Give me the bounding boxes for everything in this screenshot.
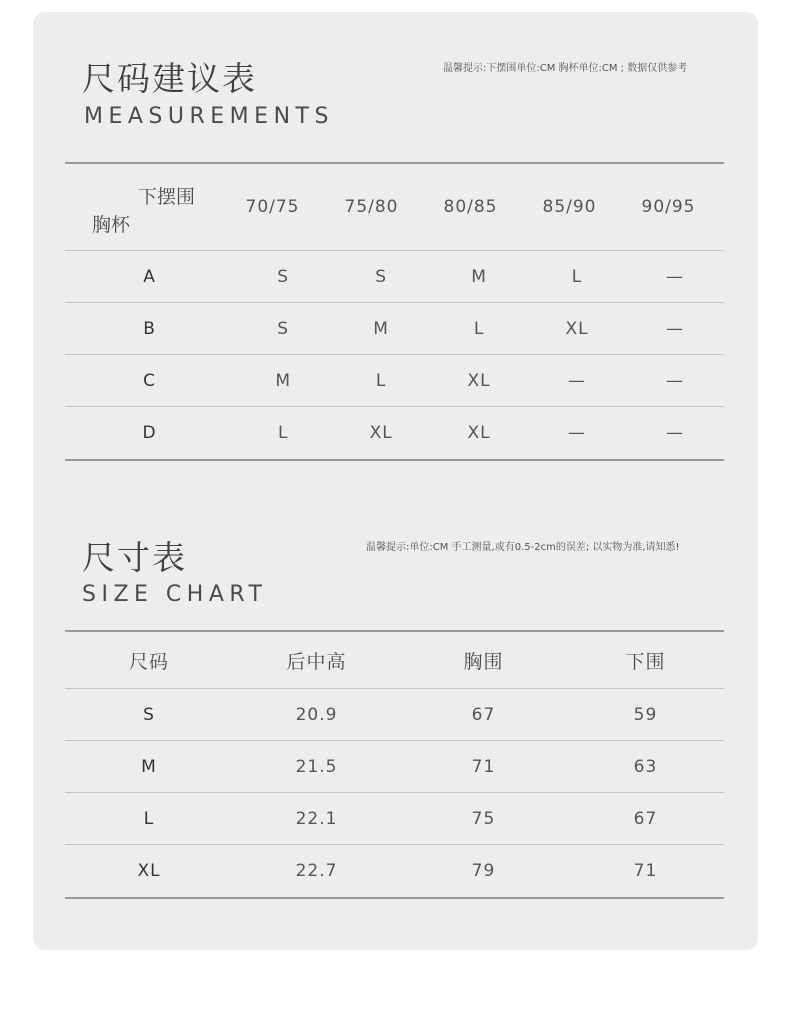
- table-row: [65, 407, 724, 459]
- table-cell: 22.7: [295, 861, 338, 881]
- table-cell: S: [277, 318, 290, 339]
- table-cell: M: [373, 318, 389, 339]
- table-row: [65, 689, 724, 741]
- size-chart-note: 温馨提示:单位:CM 手工测量,或有0.5-2cm的误差; 以实物为准,请知悉!: [366, 542, 680, 553]
- header-columns: [223, 164, 718, 250]
- recommendation-subtitle: MEASUREMENTS: [84, 104, 334, 129]
- table-cell: S: [375, 266, 388, 287]
- table-cell: 71: [471, 756, 496, 777]
- size-label: L: [143, 808, 155, 829]
- size-label: XL: [137, 861, 161, 881]
- column-header: 胸围: [463, 650, 504, 673]
- table-cell: —: [568, 423, 587, 443]
- table-cell: 22.1: [295, 808, 338, 829]
- table-cell: 79: [471, 861, 496, 881]
- column-header: 90/95: [641, 197, 696, 217]
- table-cell: 75: [471, 808, 496, 829]
- table-cell: —: [665, 370, 684, 391]
- table-cell: L: [277, 423, 289, 443]
- table-cell: 67: [633, 808, 658, 829]
- table-header-row: [65, 632, 724, 689]
- table-cell: XL: [369, 423, 393, 443]
- table-row: [65, 793, 724, 845]
- column-header: 80/85: [443, 197, 498, 217]
- cup-label: D: [142, 423, 157, 443]
- recommendation-table: [65, 162, 724, 461]
- header-cup-label: 胸杯: [92, 214, 131, 236]
- table-header-row: [65, 164, 724, 251]
- table-row: [65, 355, 724, 407]
- cup-label: A: [143, 266, 156, 287]
- recommendation-note: 温馨提示:下摆围单位:CM 胸杯单位:CM ; 数据仅供参考: [443, 63, 688, 74]
- cup-label: C: [143, 370, 157, 391]
- table-cell: —: [665, 318, 684, 339]
- recommendation-title: 尺码建议表: [82, 59, 257, 98]
- table-cell: L: [571, 266, 583, 287]
- column-header: 后中高: [286, 650, 347, 673]
- column-header: 尺码: [128, 650, 169, 673]
- table-row: [65, 741, 724, 793]
- size-label: M: [141, 756, 157, 777]
- table-cell: L: [473, 318, 485, 339]
- table-cell: XL: [467, 370, 491, 391]
- table-cell: 71: [633, 861, 658, 881]
- table-cell: XL: [467, 423, 491, 443]
- table-row: [65, 845, 724, 897]
- table-cell: S: [277, 266, 290, 287]
- table-cell: 21.5: [295, 756, 338, 777]
- size-label: S: [143, 704, 155, 725]
- table-cell: —: [665, 423, 684, 443]
- table-bottom-rule: [65, 459, 724, 461]
- cup-label: B: [143, 318, 156, 339]
- size-chart-title: 尺寸表: [82, 538, 187, 577]
- size-chart-table: [65, 630, 724, 899]
- table-bottom-rule: [65, 897, 724, 899]
- table-row: [65, 303, 724, 355]
- column-header: 70/75: [245, 197, 300, 217]
- table-cell: 59: [633, 704, 658, 725]
- header-hem-label: 下摆围: [138, 186, 196, 208]
- table-cell: —: [568, 370, 587, 391]
- table-cell: M: [471, 266, 487, 287]
- table-cell: XL: [565, 318, 589, 339]
- table-row: [65, 251, 724, 303]
- table-cell: —: [665, 266, 684, 287]
- column-header: 75/80: [344, 197, 399, 217]
- table-cell: M: [275, 370, 292, 391]
- table-cell: 63: [633, 756, 658, 777]
- size-chart-subtitle: SIZE CHART: [82, 582, 268, 607]
- table-cell: L: [375, 370, 387, 391]
- column-header: 下围: [625, 650, 666, 673]
- table-cell: 67: [471, 704, 496, 725]
- table-cell: 20.9: [295, 704, 338, 725]
- column-header: 85/90: [542, 197, 597, 217]
